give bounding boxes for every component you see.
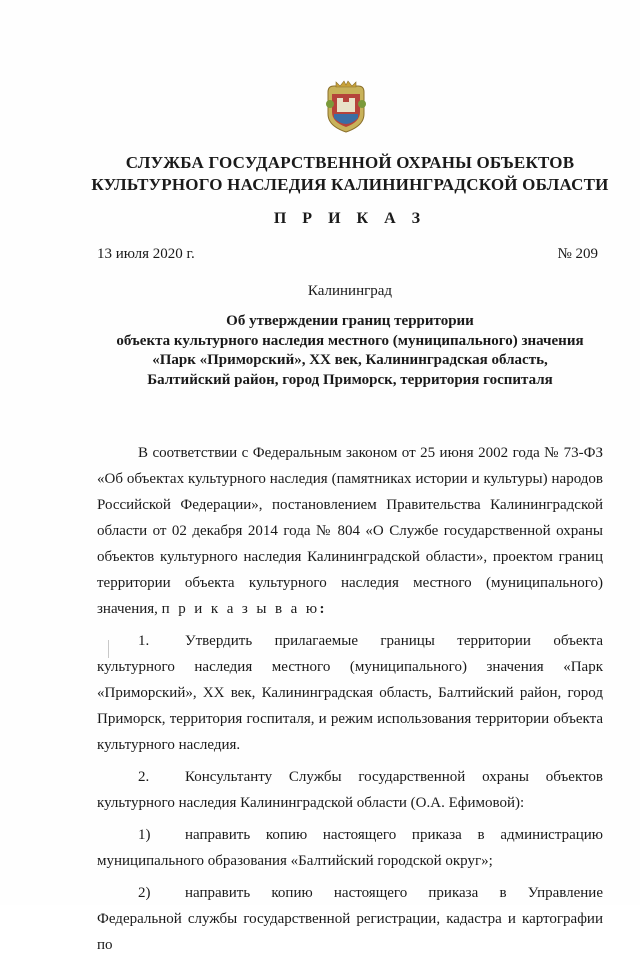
- subitem-1-text: направить копию настоящего приказа в администрацию муниципального образования «Балтийский городской округ»;: [97, 827, 603, 869]
- scan-mark: [108, 640, 109, 658]
- title-line-2: объекта культурного наследия местного (муниципального) значения: [116, 332, 584, 349]
- order-number: № 209: [557, 246, 598, 262]
- title-line-3: «Парк «Приморский», XX век, Калининградская область,: [152, 352, 548, 368]
- agency-line-1: СЛУЖБА ГОСУДАРСТВЕННОЙ ОХРАНЫ ОБЪЕКТОВ: [125, 153, 575, 172]
- order-title: [60, 312, 640, 390]
- agency-name: [60, 152, 640, 196]
- title-line-4: Балтийский район, город Приморск, территория госпиталя: [147, 371, 553, 388]
- order-city: Калининград: [307, 283, 393, 299]
- subitem-2: [97, 880, 603, 958]
- item-2-text: Консультанту Службы государственной охраны объектов культурного наследия Калининградской области (О.А. Ефимовой):: [97, 769, 603, 811]
- item-1-number: 1.: [138, 633, 150, 649]
- preamble-colon: :: [319, 601, 325, 617]
- order-date: 13 июля 2020 г.: [97, 246, 195, 262]
- document-type: П Р И К А З: [273, 210, 427, 227]
- preamble-text: В соответствии с Федеральным законом от 25 июня 2002 года № 73-ФЗ «Об объектах культурного наследия (памятниках истории и культуры) народов Российской Федерации», постановлением Правительства Калининградской области от 02 декабря 2014 года № 804 «О Службе государственной охраны объектов культурного наследия Калининградской области», проектом границ территории объекта культурного наследия местного (муниципального) значения,: [97, 445, 603, 617]
- item-1: [97, 628, 603, 758]
- order-word: п р и к а з ы в а ю: [161, 601, 320, 617]
- agency-line-2: КУЛЬТУРНОГО НАСЛЕДИЯ КАЛИНИНГРАДСКОЙ ОБЛАСТИ: [91, 175, 609, 194]
- subitem-2-text: направить копию настоящего приказа в Управление Федеральной службы государственной регистрации, кадастра и картографии по: [97, 885, 603, 953]
- item-2-number: 2.: [138, 769, 150, 785]
- coat-of-arms-icon: [322, 78, 370, 134]
- preamble-paragraph: [97, 440, 603, 622]
- item-2: [97, 764, 603, 816]
- item-1-text: Утвердить прилагаемые границы территории объекта культурного наследия местного (муниципального) значения «Парк «Приморский», XX век, Калининградская область, Балтийский район, город Приморск, территория госпиталя, и режим использования территории объекта культурного наследия.: [97, 633, 603, 753]
- title-line-1: Об утверждении границ территории: [226, 313, 474, 329]
- subitem-2-number: 2): [138, 885, 151, 901]
- subitem-1: [97, 822, 603, 874]
- subitem-1-number: 1): [138, 827, 151, 843]
- order-body: [97, 440, 603, 958]
